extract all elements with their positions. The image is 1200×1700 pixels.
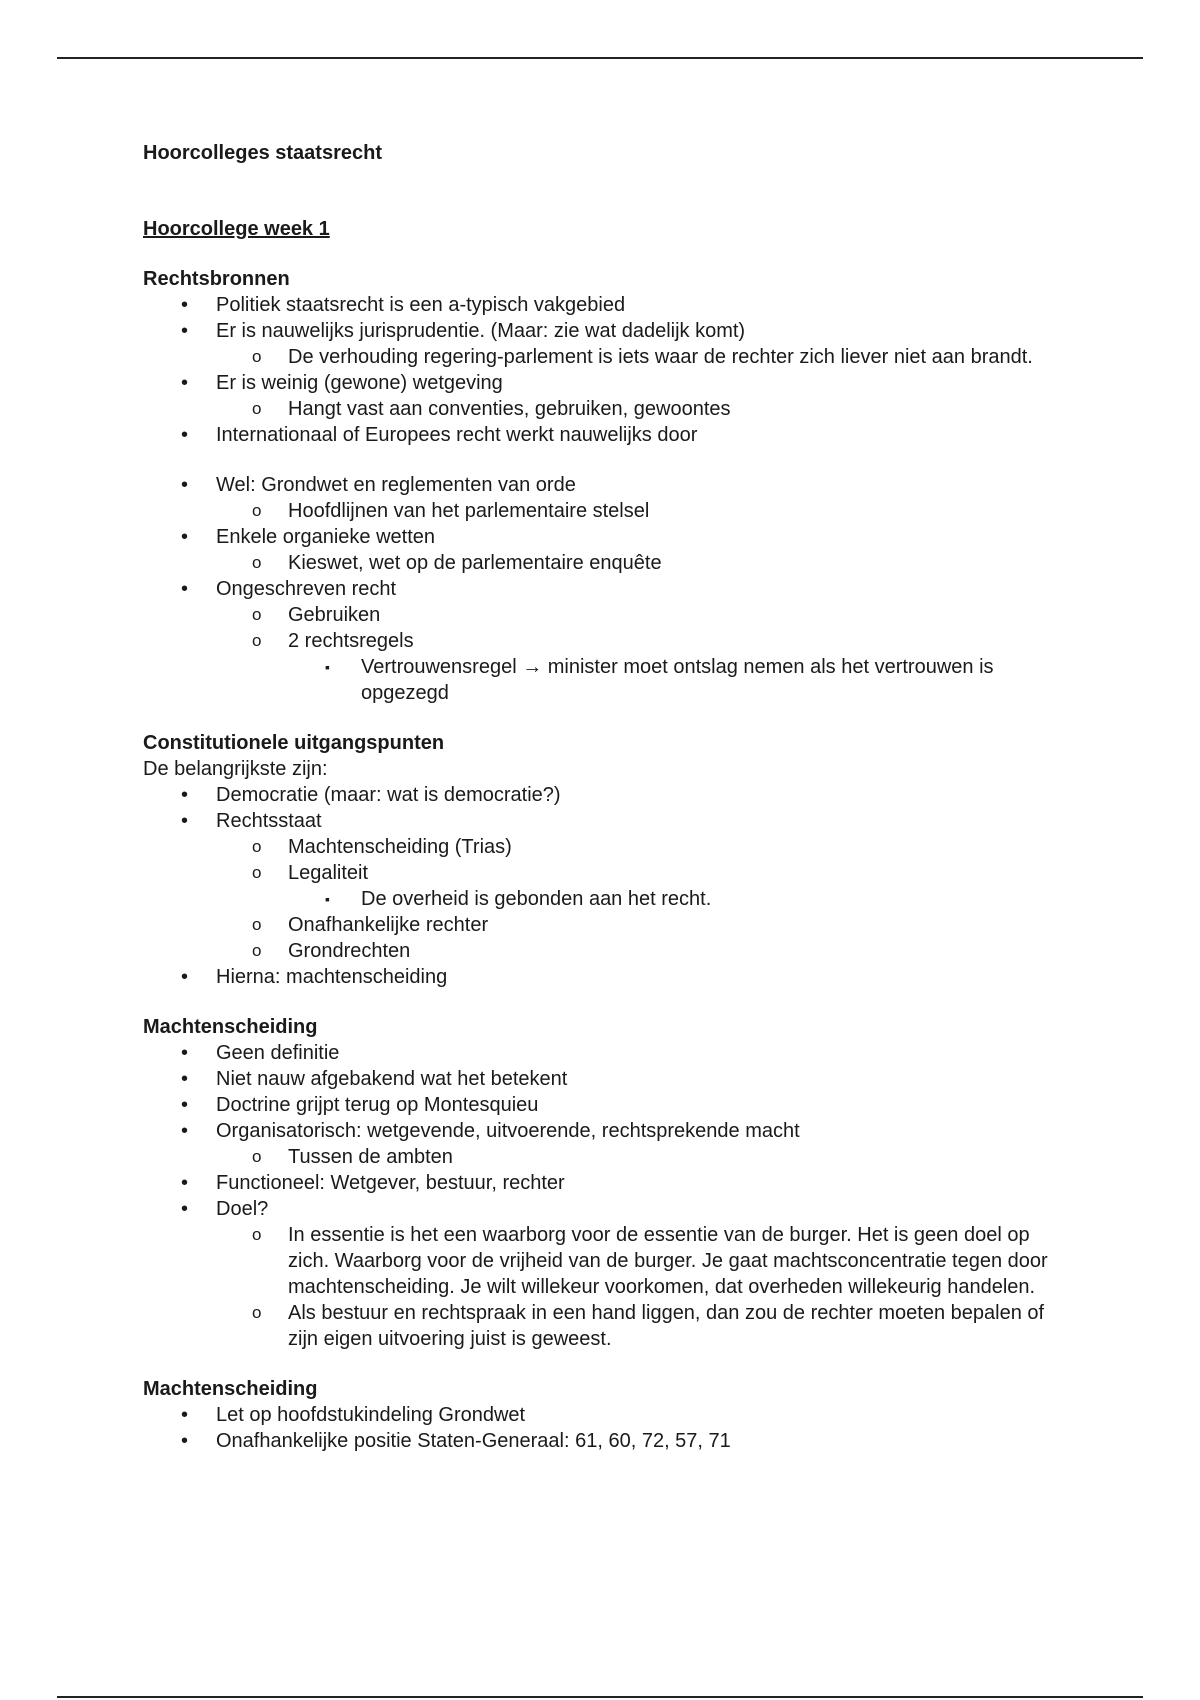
- list-item: [143, 1428, 1073, 1454]
- list-item-text: Er is weinig (gewone) wetgeving: [216, 372, 503, 394]
- list-item-text: Enkele organieke wetten: [216, 526, 436, 548]
- list-item: [143, 886, 1073, 912]
- document-title: Hoorcolleges staatsrecht: [143, 142, 382, 164]
- circle-bullet-icon: o: [252, 631, 262, 650]
- circle-bullet-icon: o: [252, 501, 262, 520]
- list-item-text: Vertrouwensregel → minister moet ontslag nemen als het vertrouwen is opgezegd: [361, 656, 994, 704]
- list-item: [143, 1066, 1073, 1092]
- list-item-text: Niet nauw afgebakend wat het betekent: [216, 1068, 568, 1090]
- bullet-icon: •: [181, 1404, 189, 1426]
- list-item-text: Let op hoofdstukindeling Grondwet: [216, 1404, 526, 1426]
- list-item-text: Rechtsstaat: [216, 810, 322, 832]
- circle-bullet-icon: o: [252, 399, 262, 418]
- list-item: [143, 370, 1073, 396]
- bullet-icon: •: [181, 966, 189, 988]
- bullet-icon: •: [181, 1094, 189, 1116]
- list-item: [143, 498, 1073, 524]
- list-item: [143, 602, 1073, 628]
- bullet-icon: •: [181, 1198, 189, 1220]
- list-item: [143, 912, 1073, 938]
- header-rule: [57, 57, 1143, 59]
- list-item-text: Er is nauwelijks jurisprudentie. (Maar: zie wat dadelijk komt): [216, 320, 746, 342]
- square-bullet-icon: ▪: [325, 659, 330, 675]
- list-item-text: Doel?: [216, 1198, 269, 1220]
- section-title: Machtenscheiding: [143, 1016, 318, 1038]
- list-item: [143, 1222, 1073, 1300]
- circle-bullet-icon: o: [252, 347, 262, 366]
- circle-bullet-icon: o: [252, 1225, 262, 1244]
- bullet-icon: •: [181, 372, 189, 394]
- circle-bullet-icon: o: [252, 605, 262, 624]
- list-item-text: Geen definitie: [216, 1042, 340, 1064]
- footer-rule: [57, 1696, 1143, 1698]
- bullet-icon: •: [181, 810, 189, 832]
- list-item-text: Wel: Grondwet en reglementen van orde: [216, 474, 576, 496]
- list-item-text: Functioneel: Wetgever, bestuur, rechter: [216, 1172, 565, 1194]
- section-title: Constitutionele uitgangspunten: [143, 732, 445, 754]
- bullet-icon: •: [181, 784, 189, 806]
- list-item-text: Doctrine grijpt terug op Montesquieu: [216, 1094, 539, 1116]
- list-item-text: Politiek staatsrecht is een a-typisch vakgebied: [216, 294, 626, 316]
- list-item-text: In essentie is het een waarborg voor de essentie van de burger. Het is geen doel op zich. Waarborg voor de vrijheid van de burger. Je gaat machtsconcentratie tegen door machtenscheiding. Je wilt willekeur voorkomen, dat overheden willekeurig handelen.: [288, 1224, 1048, 1298]
- list-item-text: Internationaal of Europees recht werkt nauwelijks door: [216, 424, 698, 446]
- section-intro: De belangrijkste zijn:: [143, 758, 328, 780]
- list-item: [143, 292, 1073, 318]
- list-item: [143, 1402, 1073, 1428]
- bullet-icon: •: [181, 294, 189, 316]
- list-item: [143, 318, 1073, 344]
- section-rechtsbronnen: [143, 266, 1073, 706]
- circle-bullet-icon: o: [252, 837, 262, 856]
- bullet-icon: •: [181, 424, 189, 446]
- list-item: [143, 1300, 1073, 1352]
- circle-bullet-icon: o: [252, 915, 262, 934]
- circle-bullet-icon: o: [252, 863, 262, 882]
- document-body: [143, 140, 1073, 1454]
- list-item: [143, 782, 1073, 808]
- list-item-text: Democratie (maar: wat is democratie?): [216, 784, 561, 806]
- list-item: [143, 472, 1073, 498]
- circle-bullet-icon: o: [252, 553, 262, 572]
- list-item: [143, 1170, 1073, 1196]
- bullet-icon: •: [181, 1120, 189, 1142]
- list-item: [143, 938, 1073, 964]
- list-item: [143, 344, 1073, 370]
- list-item: [143, 1144, 1073, 1170]
- list-item: [143, 576, 1073, 602]
- list-item: [143, 860, 1073, 886]
- circle-bullet-icon: o: [252, 1303, 262, 1322]
- section-title: Rechtsbronnen: [143, 268, 290, 290]
- bullet-icon: •: [181, 526, 189, 548]
- list-item: [143, 1118, 1073, 1144]
- list-item-text: Organisatorisch: wetgevende, uitvoerende, rechtsprekende macht: [216, 1120, 800, 1142]
- bullet-icon: •: [181, 1042, 189, 1064]
- circle-bullet-icon: o: [252, 941, 262, 960]
- list-item: [143, 524, 1073, 550]
- list-item-text: Kieswet, wet op de parlementaire enquête: [288, 552, 662, 574]
- list-item: [143, 396, 1073, 422]
- list-item-text: Onafhankelijke rechter: [288, 914, 489, 936]
- list-item-text: Tussen de ambten: [288, 1146, 453, 1168]
- section-title: Machtenscheiding: [143, 1378, 318, 1400]
- bullet-icon: •: [181, 578, 189, 600]
- list-item: [143, 1196, 1073, 1222]
- list-item-text: De verhouding regering-parlement is iets waar de rechter zich liever niet aan brandt.: [288, 346, 1033, 368]
- list-item-text: Gebruiken: [288, 604, 381, 626]
- bullet-icon: •: [181, 1430, 189, 1452]
- list-item: [143, 654, 1073, 706]
- list-item: [143, 1092, 1073, 1118]
- section-machtenscheiding-2: [143, 1376, 1073, 1454]
- list-item-text: Ongeschreven recht: [216, 578, 397, 600]
- list-item: [143, 1040, 1073, 1066]
- list-item: [143, 808, 1073, 834]
- list-item: [143, 422, 1073, 448]
- list-item-text: Als bestuur en rechtspraak in een hand liggen, dan zou de rechter moeten bepalen of zijn eigen uitvoering juist is geweest.: [288, 1302, 1045, 1350]
- circle-bullet-icon: o: [252, 1147, 262, 1166]
- bullet-icon: •: [181, 1172, 189, 1194]
- list-item: [143, 964, 1073, 990]
- list-item-text: Legaliteit: [288, 862, 369, 884]
- list-item-text: Hierna: machtenscheiding: [216, 966, 448, 988]
- square-bullet-icon: ▪: [325, 891, 330, 907]
- list-item: [143, 834, 1073, 860]
- section-constitutionele-uitgangspunten: [143, 730, 1073, 990]
- list-item-text: 2 rechtsregels: [288, 630, 414, 652]
- list-item-text: Onafhankelijke positie Staten-Generaal: 61, 60, 72, 57, 71: [216, 1430, 731, 1452]
- bullet-icon: •: [181, 320, 189, 342]
- list-item-text: Hangt vast aan conventies, gebruiken, gewoontes: [288, 398, 731, 420]
- week-title: Hoorcollege week 1: [143, 218, 330, 240]
- list-item-text: Machtenscheiding (Trias): [288, 836, 512, 858]
- section-machtenscheiding: [143, 1014, 1073, 1352]
- list-item-text: De overheid is gebonden aan het recht.: [361, 888, 712, 910]
- bullet-icon: •: [181, 1068, 189, 1090]
- bullet-icon: •: [181, 474, 189, 496]
- list-item: [143, 628, 1073, 654]
- list-item-text: Grondrechten: [288, 940, 411, 962]
- list-item: [143, 550, 1073, 576]
- list-item-text: Hoofdlijnen van het parlementaire stelsel: [288, 500, 650, 522]
